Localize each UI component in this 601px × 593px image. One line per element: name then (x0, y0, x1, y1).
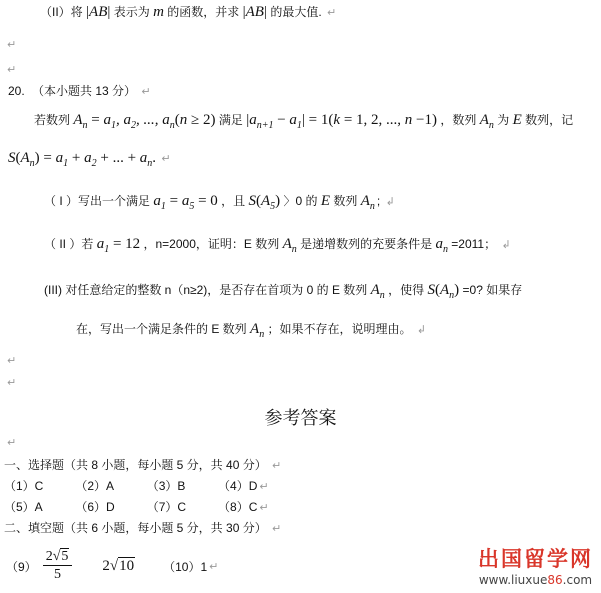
paragraph-mark: ↵ (161, 153, 171, 165)
abs-ab-2: |AB| (242, 4, 267, 20)
mc-answer: （3）B (146, 479, 186, 493)
paragraph-mark: ↵ (327, 7, 337, 19)
section1-header (4, 455, 281, 476)
q9-num-coef: 2 (45, 549, 53, 564)
abs-ab-1: |AB| (86, 4, 111, 20)
mc-answer: （2）A (75, 479, 115, 493)
q20-part1-line: （ I ）写出一个满足 $a_1 = a_5 = 0$ ，且 $S(A_5)$ 〉0 的 E 数列 $A_n$ ; ↲ (44, 193, 395, 212)
paragraph-mark: ↵ (7, 377, 17, 389)
paragraph-mark: ↵ (7, 355, 17, 367)
q20-part2-a: （ II ）若 (44, 237, 94, 251)
paragraph-mark: ↵ (7, 39, 17, 51)
var-e: E (512, 112, 522, 128)
q20-header-line (8, 81, 151, 102)
q20-stem-d: 为 (497, 113, 510, 127)
q20-number: 20. (8, 84, 25, 98)
q20-part3-a: (III) 对任意给定的整数 n（n≥2)，是否存在首项为 0 的 E 数列 (44, 283, 368, 297)
watermark-logo (478, 543, 593, 587)
q20-stem-line (34, 110, 573, 136)
line-break-mark: ↲ (416, 324, 427, 336)
var-m: m (153, 4, 164, 20)
answers-title: 参考答案 (264, 408, 337, 428)
paragraph-mark: ↵ (7, 437, 17, 449)
line-break-mark: ↲ (501, 239, 511, 251)
q9-second-value: 2√10 (102, 557, 135, 574)
q19-part2-mid1: 表示为 (113, 5, 150, 19)
q20-part1-b: ，且 (221, 194, 246, 208)
paragraph-mark: ↵ (259, 481, 269, 493)
mc-answer: （1）C (4, 479, 44, 493)
watermark-url-b: 86 (547, 573, 563, 587)
seq-an: $A_n$ (479, 112, 494, 131)
paragraph-mark: ↵ (141, 86, 151, 98)
q9-num-rad: 5 (61, 549, 69, 564)
q20-part3-b: ，使得 (388, 283, 425, 297)
q19-part2-label: （II）将 (40, 5, 83, 19)
seq-def: $A_n = a_1$, $a_2$, ..., $a_n(n \ge 2)$ (73, 112, 216, 131)
q9-second-coef: 2 (102, 557, 110, 574)
q20-part3-d: 在，写出一个满足条件的 E 数列 (76, 322, 247, 336)
q20-stem-a: 若数列 (34, 113, 71, 127)
q20-part2-b: ，n=2000，证明：E 数列 (143, 237, 280, 251)
q20-part1-c: 〉0 的 (283, 194, 318, 208)
watermark-url-a: www.liuxue (478, 573, 548, 587)
mc-row-1 (4, 476, 269, 497)
seq-an: $A_n$ (282, 236, 297, 255)
mc-answer: （6）D (75, 500, 115, 514)
q9-denominator: 5 (54, 567, 62, 582)
sum-def-line (8, 148, 171, 174)
section1-header-text: 一、选择题（共 8 小题，每小题 5 分，共 40 分） (4, 458, 267, 472)
seq-an: $A_n$ (370, 282, 385, 301)
mc-answer: （8）C (218, 500, 258, 514)
watermark-title: 出国留学网 (478, 547, 593, 571)
q20-part1-d: 数列 (333, 194, 358, 208)
q20-part1-a: （ I ）写出一个满足 (44, 194, 151, 208)
q9-second-rad: 10 (119, 557, 135, 574)
cond-a1-12: $a_1 = 12$ (96, 236, 141, 255)
watermark-url (478, 573, 593, 587)
q20-part3-c: =0? 如果存 (462, 283, 523, 297)
q20-part2-c: 是递增数列的充要条件是 (300, 237, 433, 251)
q19-part2-line (40, 2, 336, 23)
q20-stem-c: ，数列 (440, 113, 477, 127)
paragraph-mark: ↵ (7, 64, 17, 76)
mc-answer: （7）C (146, 500, 187, 514)
q20-part2-d: =2011； (451, 237, 497, 251)
mc-answer: （4）D (218, 479, 258, 493)
paragraph-mark: ↵ (259, 502, 269, 514)
seq-an: $A_n$ (250, 321, 265, 340)
line-break-mark: ↲ (385, 196, 395, 208)
section2-header (4, 518, 281, 539)
mc-answer: （5）A (4, 500, 43, 514)
q9-label: （9） (6, 559, 37, 574)
s-an: $S(A_n)$ (427, 282, 460, 301)
fill-answers-row (6, 548, 218, 584)
q20-stem-e: 数列，记 (525, 113, 574, 127)
sum-def: $S(A_n) = a_1 + a_2$ + ... + $a_n$. (8, 150, 157, 169)
section2-header-text: 二、填空题（共 6 小题，每小题 5 分，共 30 分） (4, 521, 267, 535)
paragraph-mark: ↵ (272, 460, 282, 472)
q20-stem-b: 满足 (218, 113, 243, 127)
paragraph-mark: ↵ (209, 560, 219, 573)
q20-part2-line (44, 234, 511, 260)
s-a5: $S(A_5)$ (248, 193, 281, 212)
cond-a1-a5: $a_1 = a_5 = 0$ (153, 193, 218, 212)
var-e: E (320, 193, 331, 209)
q19-part2-mid2: 的函数，并求 (167, 5, 240, 19)
q9-fraction: $\frac{2√5}{5}$ (43, 548, 73, 584)
q20-part3-e: ；如果不存在，说明理由。 (267, 322, 412, 336)
q19-part2-tail: 的最大值. (270, 5, 322, 19)
q20-header: （本小题共 13 分） (32, 84, 137, 98)
q20-part3-line1 (44, 280, 522, 306)
var-an-term: $a_n$ (435, 236, 448, 255)
seq-cond: $|a_{n+1} - a_1| = 1(k = 1$, 2, ..., n −1) (246, 112, 437, 131)
watermark-url-c: .com (562, 573, 593, 587)
mc-row-2 (4, 497, 269, 518)
paragraph-mark: ↵ (272, 523, 282, 535)
seq-an: $A_n$ (360, 193, 375, 212)
q20-part3-line2 (76, 319, 426, 345)
q10-answer: （10）1 (163, 559, 208, 574)
